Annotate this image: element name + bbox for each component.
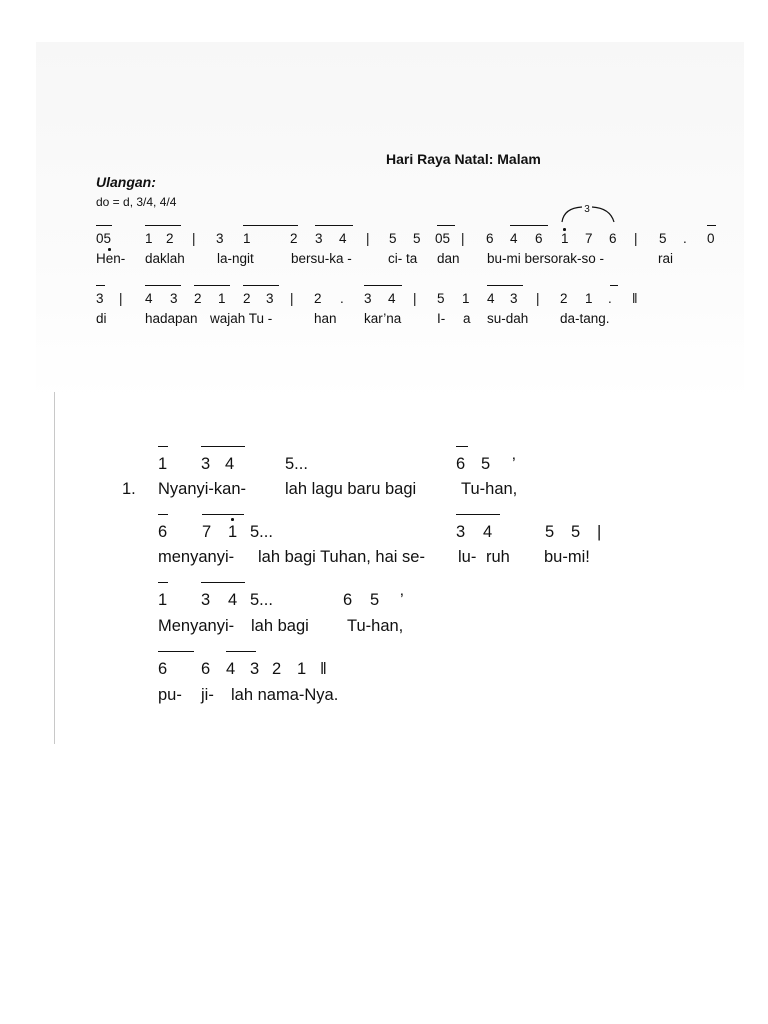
octave-dot (563, 228, 566, 231)
note: 5 (437, 291, 445, 306)
lyric: da-tang. (560, 311, 610, 326)
lyric: lah bagi Tuhan, hai se- (258, 548, 425, 566)
lyric: ji- (201, 686, 214, 704)
scan-margin-line (54, 392, 55, 744)
note: | (461, 231, 465, 246)
note: 4 (145, 291, 153, 306)
note: 1 (297, 660, 307, 678)
key-signature: do = d, 3/4, 4/4 (96, 195, 177, 209)
note: 4 (226, 660, 236, 678)
beam-line (707, 225, 716, 226)
note: 6 (201, 660, 211, 678)
lyric: lu- (458, 548, 477, 566)
beam-line (158, 446, 168, 447)
note: 2 (243, 291, 251, 306)
note: . (683, 231, 687, 246)
note: 1 (585, 291, 593, 306)
note: 3 (201, 591, 211, 609)
note: 3 (96, 291, 104, 306)
beam-line (243, 225, 298, 226)
note: 4 (225, 455, 235, 473)
lyric: kar’na (364, 311, 402, 326)
note: 3 (364, 291, 372, 306)
lyric: ruh (486, 548, 510, 566)
lyric: Hen- (96, 251, 126, 266)
beam-line (226, 651, 256, 652)
lyric: bu-mi bersorak-so - (487, 251, 605, 266)
note: 2 (314, 291, 322, 306)
beam-line (194, 285, 230, 286)
lyric: bu-mi! (544, 548, 590, 566)
beam-line (243, 285, 279, 286)
note: 4 (388, 291, 396, 306)
note: 5 (413, 231, 421, 246)
note: 3 (510, 291, 518, 306)
note: 3 (266, 291, 274, 306)
note: | (366, 231, 370, 246)
lyric: lah lagu baru bagi (285, 480, 417, 498)
note: 1 (243, 231, 251, 246)
note: 2 (194, 291, 202, 306)
note: 6 (158, 660, 168, 678)
note: 3 (216, 231, 224, 246)
note: 6 (486, 231, 494, 246)
lyric: Nyanyi-kan- (158, 480, 247, 498)
beam-line (96, 225, 112, 226)
beam-line (456, 514, 500, 515)
note: 3 (201, 455, 211, 473)
note: 1 (561, 231, 569, 246)
beam-line (145, 225, 181, 226)
note: 1 (218, 291, 226, 306)
verse-number: 1. (122, 480, 136, 498)
note: 7 (585, 231, 593, 246)
beam-line (201, 446, 245, 447)
note: 4 (483, 523, 493, 541)
note: | (597, 523, 602, 541)
note: | (119, 291, 123, 306)
note: 3 (250, 660, 260, 678)
note: 5 (389, 231, 397, 246)
note: 5 (545, 523, 555, 541)
note: | (290, 291, 294, 306)
lyric: daklah (145, 251, 185, 266)
note: 6 (158, 523, 168, 541)
lyric: I- (437, 311, 446, 326)
note: 5 (659, 231, 667, 246)
lyric: menyanyi- (158, 548, 235, 566)
beam-line (456, 446, 468, 447)
note: ’ (512, 455, 516, 473)
lyric: Tu-han, (347, 617, 404, 635)
lyric: Menyanyi- (158, 617, 235, 635)
octave-dot (231, 518, 234, 521)
note: 2 (272, 660, 282, 678)
octave-dot (108, 248, 111, 251)
note: . (608, 291, 612, 306)
note: | (413, 291, 417, 306)
note: 5... (285, 455, 308, 473)
beam-line (145, 285, 181, 286)
note: 7 (202, 523, 212, 541)
note: 2 (560, 291, 568, 306)
note: 5 (370, 591, 380, 609)
note: | (634, 231, 638, 246)
triplet-label: 3 (584, 204, 590, 215)
lyric: bersu-ka - (291, 251, 352, 266)
note: 1 (158, 455, 168, 473)
note: 6 (535, 231, 543, 246)
note: 1 (158, 591, 168, 609)
note: 3 (315, 231, 323, 246)
note: ‖ (632, 291, 638, 306)
note: 05 (96, 231, 112, 246)
note: . (340, 291, 344, 306)
note: ‖ (320, 660, 327, 678)
note: 6 (456, 455, 466, 473)
beam-line (201, 582, 245, 583)
beam-line (158, 514, 168, 515)
beam-line (510, 225, 548, 226)
note: 4 (339, 231, 347, 246)
lyric: di (96, 311, 107, 326)
beam-line (202, 514, 244, 515)
beam-line (158, 582, 168, 583)
note: 05 (435, 231, 451, 246)
beam-line (437, 225, 455, 226)
note: 1 (462, 291, 470, 306)
beam-line (158, 651, 194, 652)
lyric: la-ngit (217, 251, 254, 266)
lyric: rai (658, 251, 674, 266)
note: 1 (145, 231, 153, 246)
note: 6 (343, 591, 353, 609)
refrain-label: Ulangan: (96, 174, 156, 190)
note: 5 (571, 523, 581, 541)
note: 2 (290, 231, 298, 246)
note: 6 (609, 231, 617, 246)
note: 5... (250, 591, 273, 609)
note: ’ (400, 591, 404, 609)
note: 1 (228, 523, 238, 541)
lyric: ci- ta (388, 251, 418, 266)
note: 5... (250, 523, 273, 541)
lyric: hadapan (145, 311, 198, 326)
lyric: su-dah (487, 311, 529, 326)
lyric: han (314, 311, 337, 326)
scan-shading (36, 42, 744, 402)
lyric: dan (437, 251, 460, 266)
beam-line (364, 285, 402, 286)
lyric: lah bagi (251, 617, 309, 635)
beam-line (487, 285, 523, 286)
song-title: Hari Raya Natal: Malam (386, 151, 541, 167)
lyric: pu- (158, 686, 182, 704)
note: 4 (228, 591, 238, 609)
beam-line (96, 285, 105, 286)
note: 3 (456, 523, 466, 541)
note: | (192, 231, 196, 246)
triplet-slur-icon (560, 202, 620, 224)
note: 0 (707, 231, 715, 246)
lyric: wajah Tu - (210, 311, 273, 326)
lyric: Tu-han, (461, 480, 518, 498)
note: 3 (170, 291, 178, 306)
beam-line (315, 225, 353, 226)
lyric: a (463, 311, 471, 326)
note: 4 (487, 291, 495, 306)
note: | (536, 291, 540, 306)
lyric: lah nama-Nya. (231, 686, 339, 704)
note: 4 (510, 231, 518, 246)
note: 5 (481, 455, 491, 473)
beam-line (610, 285, 618, 286)
note: 2 (166, 231, 174, 246)
